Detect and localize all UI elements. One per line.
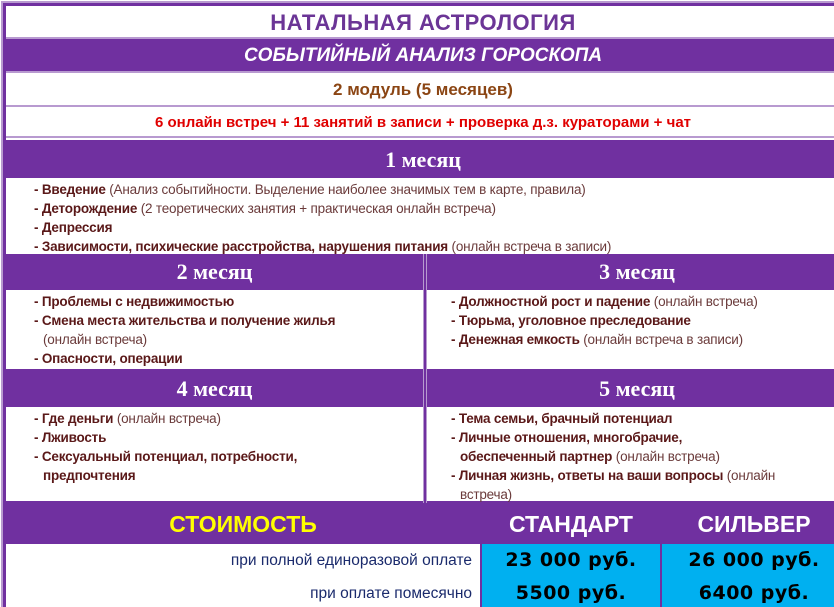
month-1-section (6, 140, 834, 254)
pricing-label: СТОИМОСТЬ (169, 511, 317, 537)
topic-item: - Денежная емкость (онлайн встреча в записи) (451, 332, 743, 347)
topic-item: - Тема семьи, брачный потенциал (451, 411, 673, 426)
price-row-label: при оплате помесячно (6, 577, 480, 607)
topic-item: - Личные отношения, многобрачие, обеспеченный партнер (онлайн встреча) (451, 430, 720, 464)
topic-item: - Депрессия (34, 220, 113, 235)
month-1-topics (6, 178, 834, 256)
topic-item: - Проблемы с недвижимостью (34, 294, 235, 309)
month-5-topics (427, 407, 834, 501)
month-4-heading: 4 месяц (6, 371, 423, 407)
month-5-section (427, 371, 834, 503)
month-4-section (6, 371, 423, 503)
topic-item: - Смена места жительства и получение жилья (онлайн встреча) (34, 313, 336, 347)
price-silver: 26 000 руб. (662, 544, 834, 577)
month-4-topics (6, 407, 423, 501)
topic-item: - Опасности, операции (34, 351, 183, 366)
pricing-table (6, 503, 834, 607)
month-3-section (427, 254, 834, 371)
course-title: НАТАЛЬНАЯ АСТРОЛОГИЯ (6, 6, 834, 39)
month-2-section (6, 254, 423, 371)
course-card (3, 3, 834, 607)
month-2-topics (6, 290, 423, 369)
months-2-3-section (6, 254, 834, 371)
month-5-heading: 5 месяц (427, 371, 834, 407)
topic-item: - Введение (Анализ событийности. Выделение наиболее значимых тем в карте, правила) (34, 182, 586, 197)
month-3-heading: 3 месяц (427, 254, 834, 290)
price-row-label: при полной единоразовой оплате (6, 544, 480, 577)
price-standard: 23 000 руб. (482, 544, 660, 577)
month-3-topics (427, 290, 834, 369)
module-info: 2 модуль (5 месяцев) (6, 73, 834, 107)
topic-item: - Лживость (34, 430, 107, 445)
months-4-5-section (6, 371, 834, 503)
features-line: 6 онлайн встреч + 11 занятий в записи + проверка д.з. кураторами + чат (6, 107, 834, 138)
topic-item: - Зависимости, психические расстройства, нарушения питания (онлайн встреча в записи) (34, 239, 612, 254)
topic-item: - Где деньги (онлайн встреча) (34, 411, 221, 426)
topic-item: - Сексуальный потенциал, потребности, предпочтения (34, 449, 298, 483)
month-2-heading: 2 месяц (6, 254, 423, 290)
tier-standard-header: СТАНДАРТ (509, 511, 633, 537)
topic-item: - Деторождение (2 теоретических занятия + практическая онлайн встреча) (34, 201, 496, 216)
price-row-monthly (6, 577, 834, 607)
price-standard: 5500 руб. (482, 577, 660, 607)
tier-silver-header: СИЛЬВЕР (697, 511, 811, 537)
topic-item: - Тюрьма, уголовное преследование (451, 313, 691, 328)
month-1-heading: 1 месяц (6, 142, 834, 178)
topic-item: - Личная жизнь, ответы на ваши вопросы (онлайн встреча) (451, 468, 776, 502)
price-row-full (6, 544, 834, 577)
topic-item: - Должностной рост и падение (онлайн встреча) (451, 294, 758, 309)
price-silver: 6400 руб. (662, 577, 834, 607)
course-subtitle: СОБЫТИЙНЫЙ АНАЛИЗ ГОРОСКОПА (6, 39, 834, 73)
